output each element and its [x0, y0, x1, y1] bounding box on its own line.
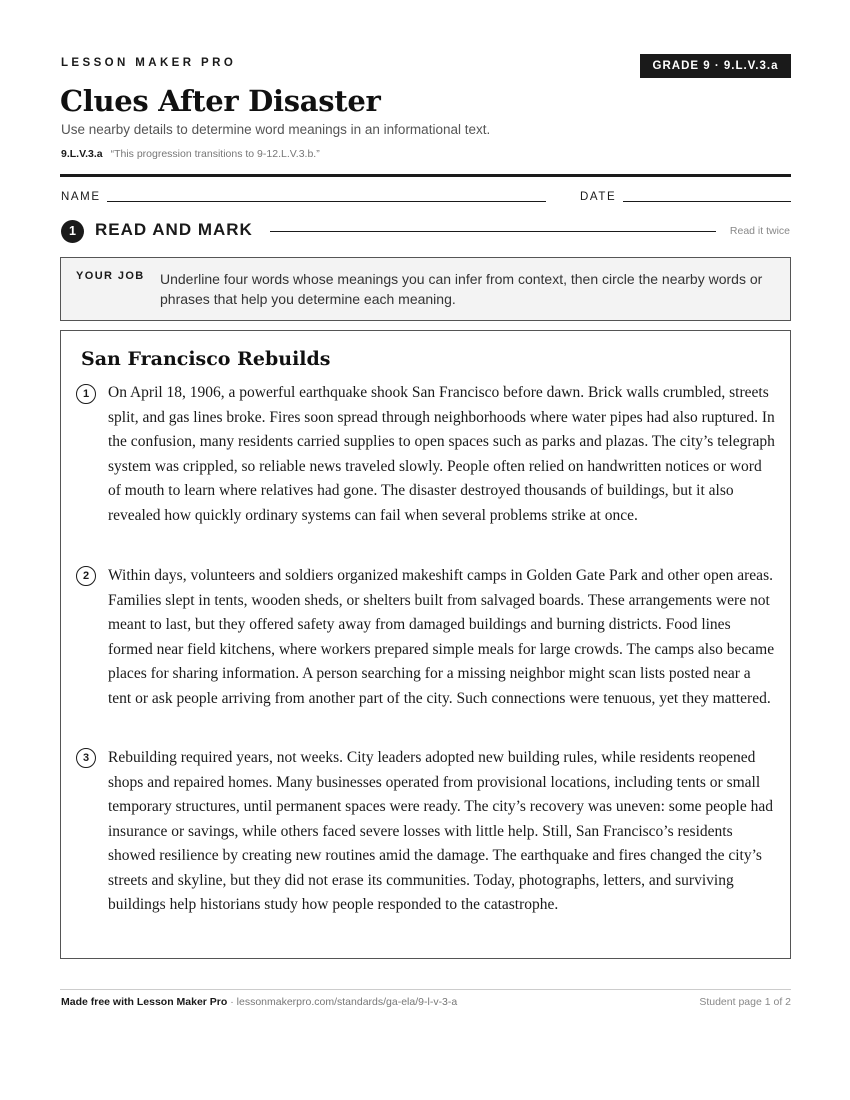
- passage-title: San Francisco Rebuilds: [81, 348, 331, 370]
- footer-url[interactable]: · lessonmakerpro.com/standards/ga-ela/9-l-v-3-a: [227, 996, 458, 1008]
- section-rule: [270, 231, 716, 232]
- footer-divider: [60, 989, 791, 990]
- instructions-label: YOUR JOB: [76, 270, 145, 282]
- name-label: NAME: [61, 191, 101, 203]
- instructions-box: [60, 257, 791, 321]
- standard-code: 9.L.V.3.a: [61, 148, 103, 160]
- worksheet-subtitle: Use nearby details to determine word meanings in an informational text.: [61, 122, 491, 137]
- brand-name: LESSON MAKER PRO: [61, 57, 237, 69]
- paragraph-number-1: 1: [76, 384, 96, 404]
- section-note: Read it twice: [729, 225, 790, 237]
- paragraph-2: Within days, volunteers and soldiers organized makeshift camps in Golden Gate Park and other open areas. Families slept in tents, wooden sheds, or shelters built from salvaged boards. These arrangements were not meant to last, but they offered safety away from damaged buildings and burning districts. Food lines formed near field kitchens, where workers prepared simple meals for large crowds. The camps also became places for sharing information. A person searching for a missing neighbor might scan lists posted near a tent or ask people arriving from another part of the city. Such connections were tenuous, yet they mattered.: [108, 567, 775, 707]
- reading-passage: [60, 330, 791, 959]
- grade-badge: GRADE 9 · 9.L.V.3.a: [640, 54, 791, 78]
- paragraph-1: On April 18, 1906, a powerful earthquake shook San Francisco before dawn. Brick walls crumbled, streets split, and gas lines broke. Fires soon spread through neighborhoods where water pipes had also ruptured. In the confusion, many residents carried supplies to open spaces such as parks and plazas. The city’s telegraph system was crippled, so reliable news traveled slowly. People often relied on handwritten notices or word of mouth to learn where relatives had gone. The disaster destroyed thousands of buildings, but it also revealed how quickly ordinary systems can fail when several problems strike at once.: [108, 384, 775, 524]
- header-divider: [60, 174, 791, 177]
- standard-line: [61, 148, 320, 160]
- worksheet-title: Clues After Disaster: [60, 84, 381, 118]
- paragraph-number-2: 2: [76, 566, 96, 586]
- name-field[interactable]: [107, 201, 546, 202]
- paragraph-3: Rebuilding required years, not weeks. City leaders adopted new building rules, while residents reopened shops and repaired homes. Many businesses operated from provisional locations, including tents or small temporary structures, until permanent spaces were ready. The city’s recovery was uneven: some people had insurance or savings, while others faced severe losses with little help. Still, San Francisco’s residents showed resilience by creating new routines amid the damage. The earthquake and fires changed the city’s streets and skyline, but they did not erase its communities. Today, photographs, letters, and surviving buildings help historians study how people responded to the catastrophe.: [108, 749, 773, 913]
- footer-made-with: Made free with Lesson Maker Pro: [61, 996, 228, 1008]
- section-number-badge: 1: [61, 220, 84, 243]
- instructions-text: Underline four words whose meanings you can infer from context, then circle the nearby words or phrases that help you determine each meaning.: [160, 271, 763, 307]
- footer-credit: [61, 996, 457, 1008]
- page-indicator: Student page 1 of 2: [699, 996, 791, 1008]
- section-title: READ AND MARK: [95, 220, 253, 239]
- standard-note: “This progression transitions to 9-12.L.V.3.b.”: [110, 148, 320, 160]
- date-label: DATE: [580, 191, 617, 203]
- date-field[interactable]: [623, 201, 791, 202]
- paragraph-number-3: 3: [76, 748, 96, 768]
